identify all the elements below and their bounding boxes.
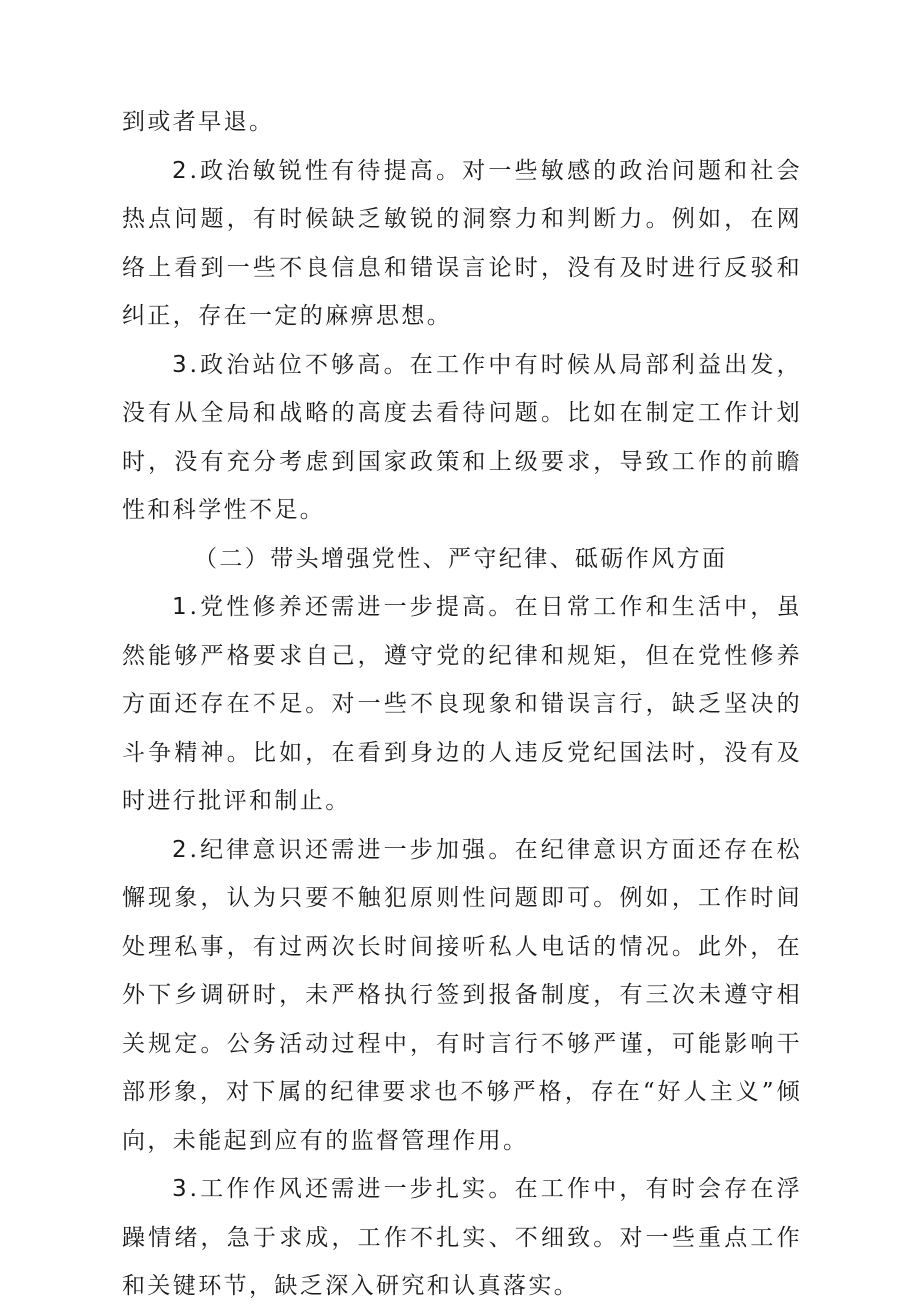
paragraph-text: 到或者早退。 <box>122 109 275 135</box>
paragraph-party-spirit <box>122 583 802 826</box>
document-body <box>122 98 802 1311</box>
paragraph-text: .政治敏锐性有待提高。对一些敏感的政治问题和社会热点问题，有时候缺乏敏锐的洞察力和判断力。例如，在网络上看到一些不良信息和错误言论时，没有及时进行反驳和纠正，存在一定的麻痹思想。 <box>122 157 802 329</box>
paragraph-continuation <box>122 98 802 147</box>
item-number: 1 <box>172 594 190 620</box>
item-number: 3 <box>172 1176 190 1202</box>
paragraph-text: .工作作风还需进一步扎实。在工作中，有时会存在浮躁情绪，急于求成，工作不扎实、不细致。对一些重点工作和关键环节，缺乏深入研究和认真落实。 <box>122 1176 802 1299</box>
section-heading: （二）带头增强党性、严守纪律、砥砺作风方面 <box>194 545 728 572</box>
paragraph-discipline <box>122 826 802 1166</box>
item-number: 2 <box>172 836 190 863</box>
paragraph-political-sensitivity <box>122 147 802 341</box>
paragraph-work-style <box>122 1165 802 1311</box>
paragraph-text: .纪律意识还需进一步加强。在纪律意识方面还存在松懈现象，认为只要不触犯原则性问题即可。例如，工作时间处理私事，有过两次长时间接听私人电话的情况。此外，在外下乡调研时，未严格执行签到报备制度，有三次未遵守相关规定。公务活动过程中，有时言行不够严谨，可能影响干部形象，对下属的纪律要求也不够严格，存在“好人主义”倾向，未能起到应有的监督管理作用。 <box>122 836 802 1154</box>
item-number: 3 <box>172 351 190 378</box>
paragraph-text: .党性修养还需进一步提高。在日常工作和生活中，虽然能够严格要求自己，遵守党的纪律和规矩，但在党性修养方面还存在不足。对一些不良现象和错误言行，缺乏坚决的斗争精神。比如，在看到身边的人违反党纪国法时，没有及时进行批评和制止。 <box>122 594 802 814</box>
paragraph-political-stance <box>122 341 802 535</box>
paragraph-text: .政治站位不够高。在工作中有时候从局部利益出发，没有从全局和战略的高度去看待问题。比如在制定工作计划时，没有充分考虑到国家政策和上级要求，导致工作的前瞻性和科学性不足。 <box>122 351 802 523</box>
item-number: 2 <box>172 157 190 184</box>
